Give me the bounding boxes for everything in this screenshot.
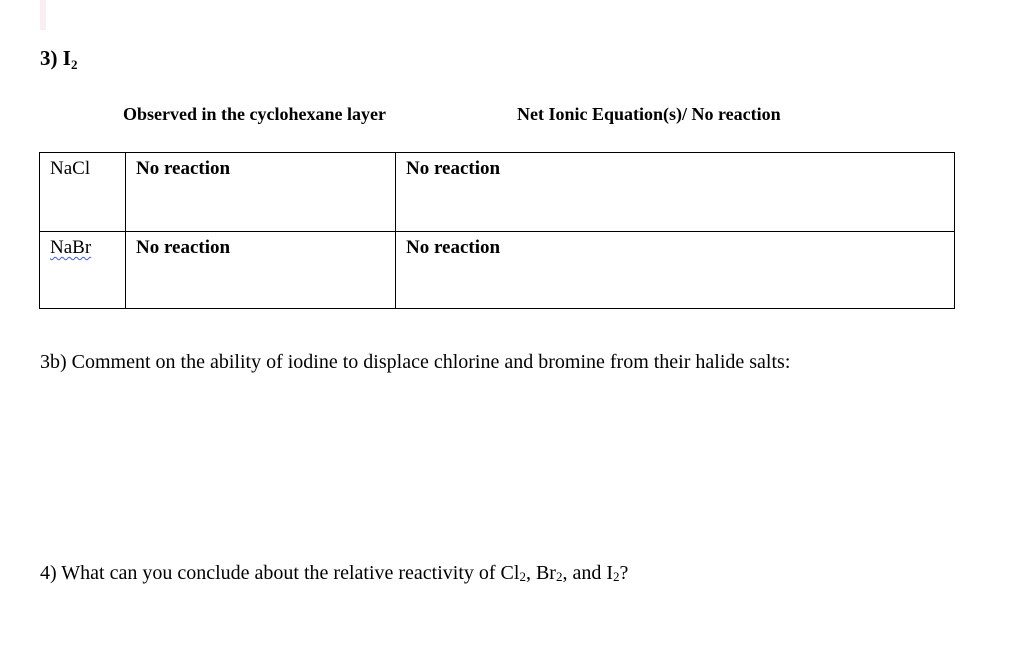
i-subscript: 2 — [613, 569, 620, 584]
salt-cell[interactable] — [40, 232, 126, 309]
equation-cell[interactable] — [396, 232, 955, 309]
salt-label: NaCl — [50, 158, 91, 179]
equation-value: No reaction — [406, 237, 501, 258]
question-4-sep1: , Br — [525, 562, 556, 584]
margin-highlight — [40, 0, 46, 30]
observed-cell[interactable] — [126, 153, 396, 232]
table-row-nabr — [40, 232, 955, 309]
column-header-observed: Observed in the cyclohexane layer — [123, 104, 386, 124]
observed-value: No reaction — [136, 158, 231, 179]
section-title — [40, 44, 77, 79]
salt-cell[interactable] — [40, 153, 126, 232]
cl-subscript: 2 — [519, 569, 526, 584]
question-4-suffix: ? — [619, 562, 629, 584]
observed-value: No reaction — [136, 237, 231, 258]
table-row-nacl — [40, 153, 955, 232]
salt-label-spellcheck-flagged[interactable]: NaBr — [50, 237, 92, 258]
question-4 — [40, 560, 628, 590]
observed-cell[interactable] — [126, 232, 396, 309]
section-element-subscript: 2 — [70, 57, 78, 72]
results-table — [39, 152, 955, 309]
equation-cell[interactable] — [396, 153, 955, 232]
question-4-prefix: 4) What can you conclude about the relative reactivity of Cl — [40, 562, 520, 584]
column-header-equation: Net Ionic Equation(s)/ No reaction — [517, 104, 781, 124]
question-4-sep2: , and I — [562, 562, 613, 584]
section-element: I — [62, 46, 71, 70]
question-3b: 3b) Comment on the ability of iodine to displace chlorine and bromine from their halide salts: — [40, 351, 791, 373]
equation-value: No reaction — [406, 158, 501, 179]
br-subscript: 2 — [555, 569, 563, 584]
section-number: 3) — [40, 46, 58, 70]
